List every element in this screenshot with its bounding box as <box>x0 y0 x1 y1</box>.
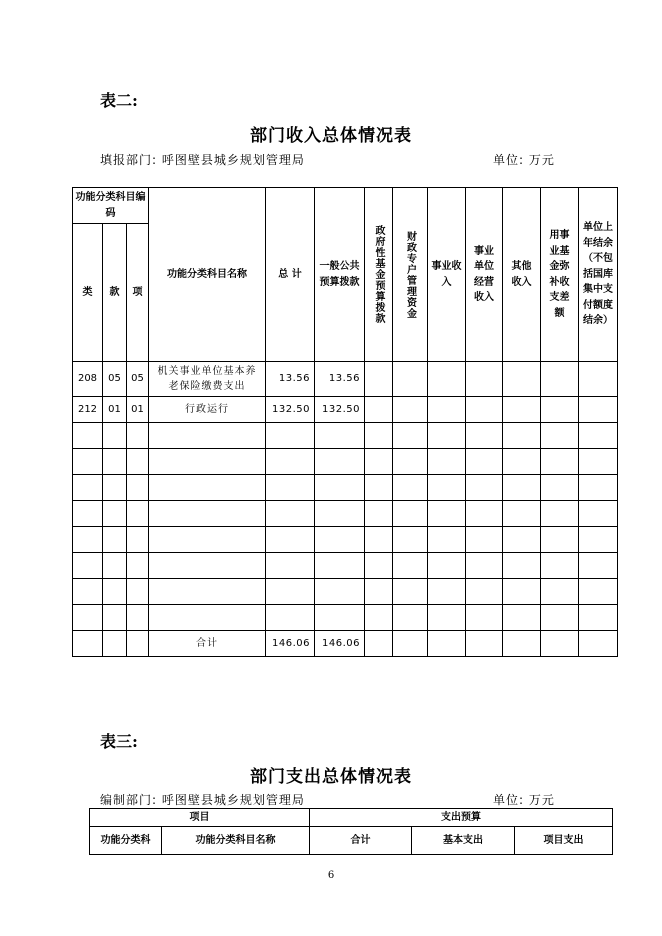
lei-cell: 208 <box>73 362 103 397</box>
xiang-cell: 05 <box>127 362 149 397</box>
name-header: 功能分类科目名称 <box>149 188 266 362</box>
special-account-header <box>393 188 428 362</box>
kuan-header: 款 <box>103 224 127 362</box>
project-expense-header: 项目支出 <box>515 827 613 855</box>
empty-row <box>73 605 618 631</box>
special-account-header-text: 财政专户管理资金 <box>404 230 416 319</box>
empty-row <box>73 423 618 449</box>
general-budget-header: 一般公共预算拨款 <box>315 188 365 362</box>
table3-unit-label: 单位: 万元 <box>493 793 555 807</box>
code-group-header: 功能分类科目编码 <box>73 188 149 224</box>
sum-general: 146.06 <box>315 631 365 657</box>
general-cell: 13.56 <box>315 362 365 397</box>
project-header: 项目 <box>90 809 310 827</box>
name-cell: 机关事业单位基本养老保险缴费支出 <box>149 362 266 397</box>
empty-row <box>73 579 618 605</box>
table-row <box>73 397 618 423</box>
operating-income-header: 事业单位经营收入 <box>466 188 503 362</box>
table3-section-label: 表三: <box>100 732 138 751</box>
kuan-cell: 01 <box>103 397 127 423</box>
func-name-header: 功能分类科目名称 <box>162 827 310 855</box>
xiang-cell: 01 <box>127 397 149 423</box>
table-row <box>73 362 618 397</box>
table3-title: 部门支出总体情况表 <box>250 767 412 787</box>
gov-fund-header <box>365 188 393 362</box>
total-header: 合计 <box>310 827 412 855</box>
basic-expense-header: 基本支出 <box>412 827 515 855</box>
table2-dept-label: 填报部门: 呼图壁县城乡规划管理局 <box>100 153 305 167</box>
xiang-header: 项 <box>127 224 149 362</box>
other-income-header: 其他收入 <box>503 188 541 362</box>
lei-cell: 212 <box>73 397 103 423</box>
gov-fund-header-text: 政府性基金预算拨款 <box>373 225 384 324</box>
empty-row <box>73 527 618 553</box>
total-header: 总 计 <box>266 188 315 362</box>
func-class-header: 功能分类科 <box>90 827 162 855</box>
empty-row <box>73 501 618 527</box>
kuan-cell: 05 <box>103 362 127 397</box>
total-cell: 13.56 <box>266 362 315 397</box>
lei-header: 类 <box>73 224 103 362</box>
expense-table <box>89 808 613 855</box>
sum-total: 146.06 <box>266 631 315 657</box>
fund-supplement-header: 用事业基金弥补收支差额 <box>541 188 579 362</box>
sum-label: 合计 <box>149 631 266 657</box>
table2-title: 部门收入总体情况表 <box>250 126 412 146</box>
income-table <box>72 187 618 657</box>
table2-section-label: 表二: <box>100 91 138 110</box>
name-cell: 行政运行 <box>149 397 266 423</box>
business-income-header: 事业收入 <box>428 188 466 362</box>
expense-budget-header: 支出预算 <box>310 809 613 827</box>
table3-dept-label: 编制部门: 呼图壁县城乡规划管理局 <box>100 793 305 807</box>
empty-row <box>73 475 618 501</box>
carryover-header: 单位上年结余（不包括国库集中支付额度结余） <box>579 188 618 362</box>
general-cell: 132.50 <box>315 397 365 423</box>
empty-row <box>73 449 618 475</box>
page-number: 6 <box>327 870 335 881</box>
empty-row <box>73 553 618 579</box>
total-cell: 132.50 <box>266 397 315 423</box>
sum-row <box>73 631 618 657</box>
table2-unit-label: 单位: 万元 <box>493 153 555 167</box>
